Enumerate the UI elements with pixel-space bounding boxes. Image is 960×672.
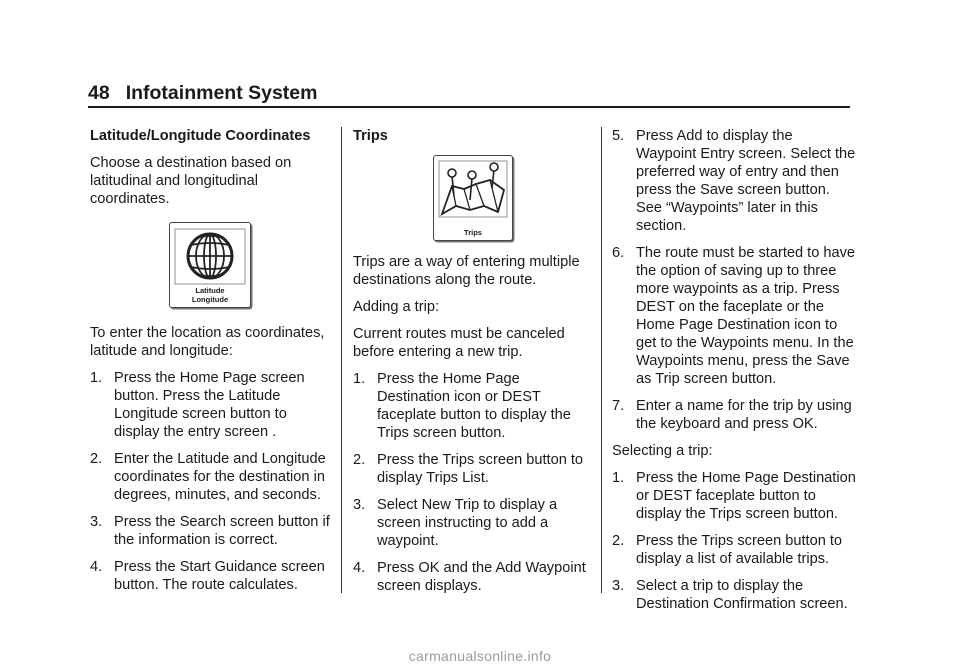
step-number: 4. (353, 560, 366, 576)
list-item (612, 397, 856, 433)
step-text: Enter the Latitude and Longitude coordinates for the destination in degrees, minutes, and seconds. (114, 451, 326, 503)
list-item (612, 244, 856, 388)
page-number: 48 (88, 82, 110, 104)
step-number: 2. (90, 451, 103, 467)
step-text: Select New Trip to display a screen instructing to add a waypoint. (377, 497, 558, 549)
trips-icon-caption (434, 229, 512, 238)
lat-long-figure (90, 222, 330, 308)
list-item (90, 369, 330, 441)
column-divider (601, 127, 602, 593)
watermark: carmanualsonline.info (408, 648, 552, 664)
step-text: Press the Trips screen button to display Trips List. (377, 452, 584, 486)
step-text: Press the Home Page Destination or DEST faceplate button to display the Trips screen button. (636, 470, 856, 522)
globe-icon-caption (170, 287, 250, 304)
step-text: Press the Home Page screen button. Press the Latitude Longitude screen button to display the entry screen . (114, 370, 305, 440)
lat-long-intro: Choose a destination based on latitudinal and longitudinal coordinates. (90, 155, 292, 207)
section-title: Infotainment System (125, 82, 318, 104)
step-text: Press the Home Page Destination icon or DEST faceplate button to display the Trips screen button. (377, 371, 571, 441)
page-header (88, 80, 850, 108)
lat-long-heading: Latitude/Longitude Coordinates (90, 128, 311, 144)
list-item (612, 532, 856, 568)
step-text: Enter a name for the trip by using the keyboard and press OK. (636, 398, 852, 432)
step-number: 3. (612, 578, 625, 594)
list-item (90, 513, 330, 549)
step-number: 3. (90, 514, 103, 530)
list-item (353, 451, 593, 487)
step-number: 5. (612, 128, 625, 144)
globe-caption-line2: Longitude (191, 294, 229, 304)
step-number: 1. (353, 371, 366, 387)
step-number: 7. (612, 398, 625, 414)
step-text: The route must be started to have the option of saving up to three more waypoints as a trip. Press DEST on the faceplate or the Home Page Destination icon to get to the Waypoints menu. In the Waypoints menu, press the Save as Trip screen button. (636, 245, 856, 387)
step-number: 1. (90, 370, 103, 386)
step-text: Press the Start Guidance screen button. The route calculates. (114, 559, 325, 593)
step-text: Press the Trips screen button to display a list of available trips. (636, 533, 843, 567)
list-item (612, 469, 856, 523)
list-item (90, 558, 330, 594)
column-divider (341, 127, 342, 593)
column-trips-continued (612, 127, 856, 622)
adding-trip-label: Adding a trip: (353, 299, 439, 315)
list-item (612, 577, 856, 613)
globe-caption-line1: Latitude (195, 286, 225, 295)
step-number: 6. (612, 245, 625, 261)
trips-map-icon (433, 155, 513, 241)
selecting-trip-label: Selecting a trip: (612, 443, 713, 459)
list-item (612, 127, 856, 235)
list-item (353, 496, 593, 550)
step-text: Select a trip to display the Destination Confirmation screen. (636, 578, 848, 612)
column-latitude-longitude (90, 127, 330, 603)
trips-caption-label: Trips (464, 227, 482, 237)
step-number: 4. (90, 559, 103, 575)
step-text: Press the Search screen button if the information is correct. (114, 514, 330, 548)
step-text: Press OK and the Add Waypoint screen displays. (377, 560, 586, 594)
list-item (90, 450, 330, 504)
trips-intro: Trips are a way of entering multiple destinations along the route. (353, 254, 580, 288)
trips-heading: Trips (353, 128, 388, 144)
step-number: 2. (612, 533, 625, 549)
lat-long-lead: To enter the location as coordinates, latitude and longitude: (90, 325, 325, 359)
list-item (353, 370, 593, 442)
step-number: 3. (353, 497, 366, 513)
trips-note: Current routes must be canceled before entering a new trip. (353, 326, 565, 360)
globe-icon (169, 222, 251, 308)
trips-figure (353, 155, 593, 241)
step-number: 1. (612, 470, 625, 486)
list-item (353, 559, 593, 595)
step-text: Press Add to display the Waypoint Entry screen. Select the preferred way of entry and then press the Save screen button. See “Waypoints” later in this section. (636, 128, 856, 234)
column-trips (353, 127, 593, 604)
step-number: 2. (353, 452, 366, 468)
